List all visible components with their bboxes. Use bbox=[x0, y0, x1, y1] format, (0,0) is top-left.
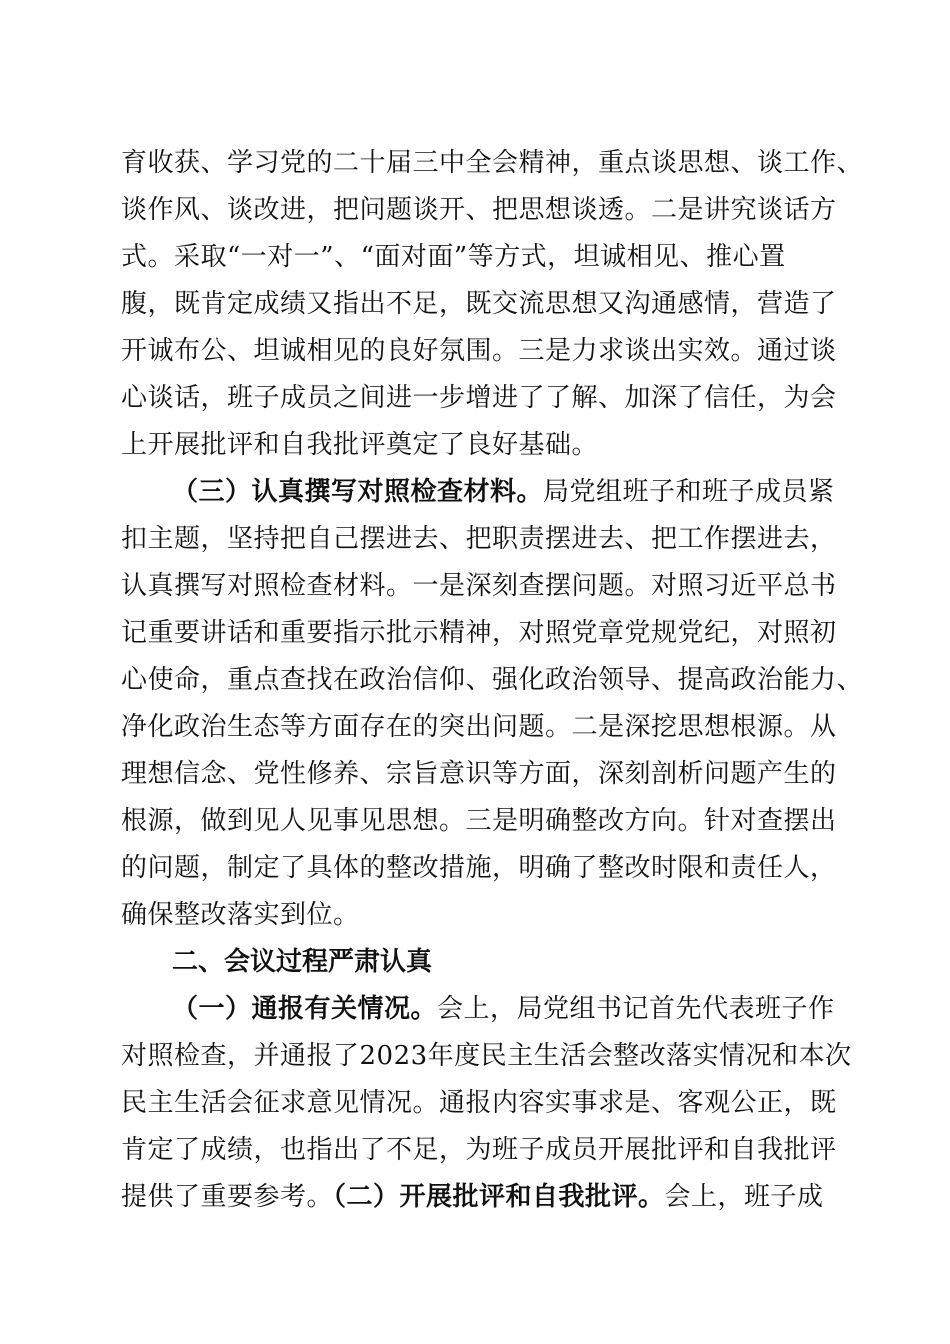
paragraph-line: 对照检查，并通报了2023年度民主生活会整改落实情况和本次 bbox=[121, 1041, 852, 1071]
section-two-title: （二）开展批评和自我批评。 bbox=[333, 1182, 665, 1212]
paragraph-last-line bbox=[121, 1177, 824, 1217]
paragraph-line: 的问题，制定了具体的整改措施，明确了整改时限和责任人， bbox=[121, 853, 837, 883]
paragraph-line: 肯定了成绩，也指出了不足，为班子成员开展批评和自我批评 bbox=[121, 1135, 837, 1165]
section-two-text: 会上，班子成 bbox=[664, 1182, 824, 1212]
paragraph-line: 扣主题，坚持把自己摆进去、把职责摆进去、把工作摆进去， bbox=[121, 524, 837, 554]
paragraph-line: 式。采取“一对一”、“面对面”等方式，坦诚相见、推心置 bbox=[121, 242, 786, 272]
paragraph-line: 民主生活会征求意见情况。通报内容实事求是、客观公正，既 bbox=[121, 1088, 837, 1118]
paragraph-line: 净化政治生态等方面存在的突出问题。二是深挖思想根源。从 bbox=[121, 712, 837, 742]
section-one-title: （一）通报有关情况。 bbox=[172, 994, 438, 1024]
section-one-last-text: 提供了重要参考。 bbox=[121, 1182, 334, 1212]
paragraph-line: 育收获、学习党的二十届三中全会精神，重点谈思想、谈工作、 bbox=[121, 148, 864, 178]
paragraph-line: 上开展批评和自我批评奠定了良好基础。 bbox=[121, 430, 599, 460]
paragraph-line: 心使命，重点查找在政治信仰、强化政治领导、提高政治能力、 bbox=[121, 665, 864, 695]
section-one-first-line bbox=[172, 989, 835, 1029]
section-heading: 二、会议过程严肃认真 bbox=[172, 947, 433, 977]
section-three-text: 局党组班子和班子成员紧 bbox=[543, 477, 835, 507]
paragraph-line: 确保整改落实到位。 bbox=[121, 900, 360, 930]
paragraph-line: 认真撰写对照检查材料。一是深刻查摆问题。对照习近平总书 bbox=[121, 571, 837, 601]
paragraph-line: 腹，既肯定成绩又指出不足，既交流思想又沟通感情，营造了 bbox=[121, 289, 837, 319]
paragraph-line: 记重要讲话和重要指示批示精神，对照党章党规党纪，对照初 bbox=[121, 618, 837, 648]
paragraph-line: 理想信念、党性修养、宗旨意识等方面，深刻剖析问题产生的 bbox=[121, 759, 837, 789]
paragraph-line: 根源，做到见人见事见思想。三是明确整改方向。针对查摆出 bbox=[121, 806, 837, 836]
section-three-first-line bbox=[172, 472, 835, 512]
paragraph-line: 开诚布公、坦诚相见的良好氛围。三是力求谈出实效。通过谈 bbox=[121, 336, 837, 366]
paragraph-line: 谈作风、谈改进，把问题谈开、把思想谈透。二是讲究谈话方 bbox=[121, 195, 837, 225]
section-three-title: （三）认真撰写对照检查材料。 bbox=[172, 477, 544, 507]
paragraph-line: 心谈话，班子成员之间进一步增进了了解、加深了信任，为会 bbox=[121, 383, 837, 413]
section-one-text: 会上，局党组书记首先代表班子作 bbox=[437, 994, 835, 1024]
